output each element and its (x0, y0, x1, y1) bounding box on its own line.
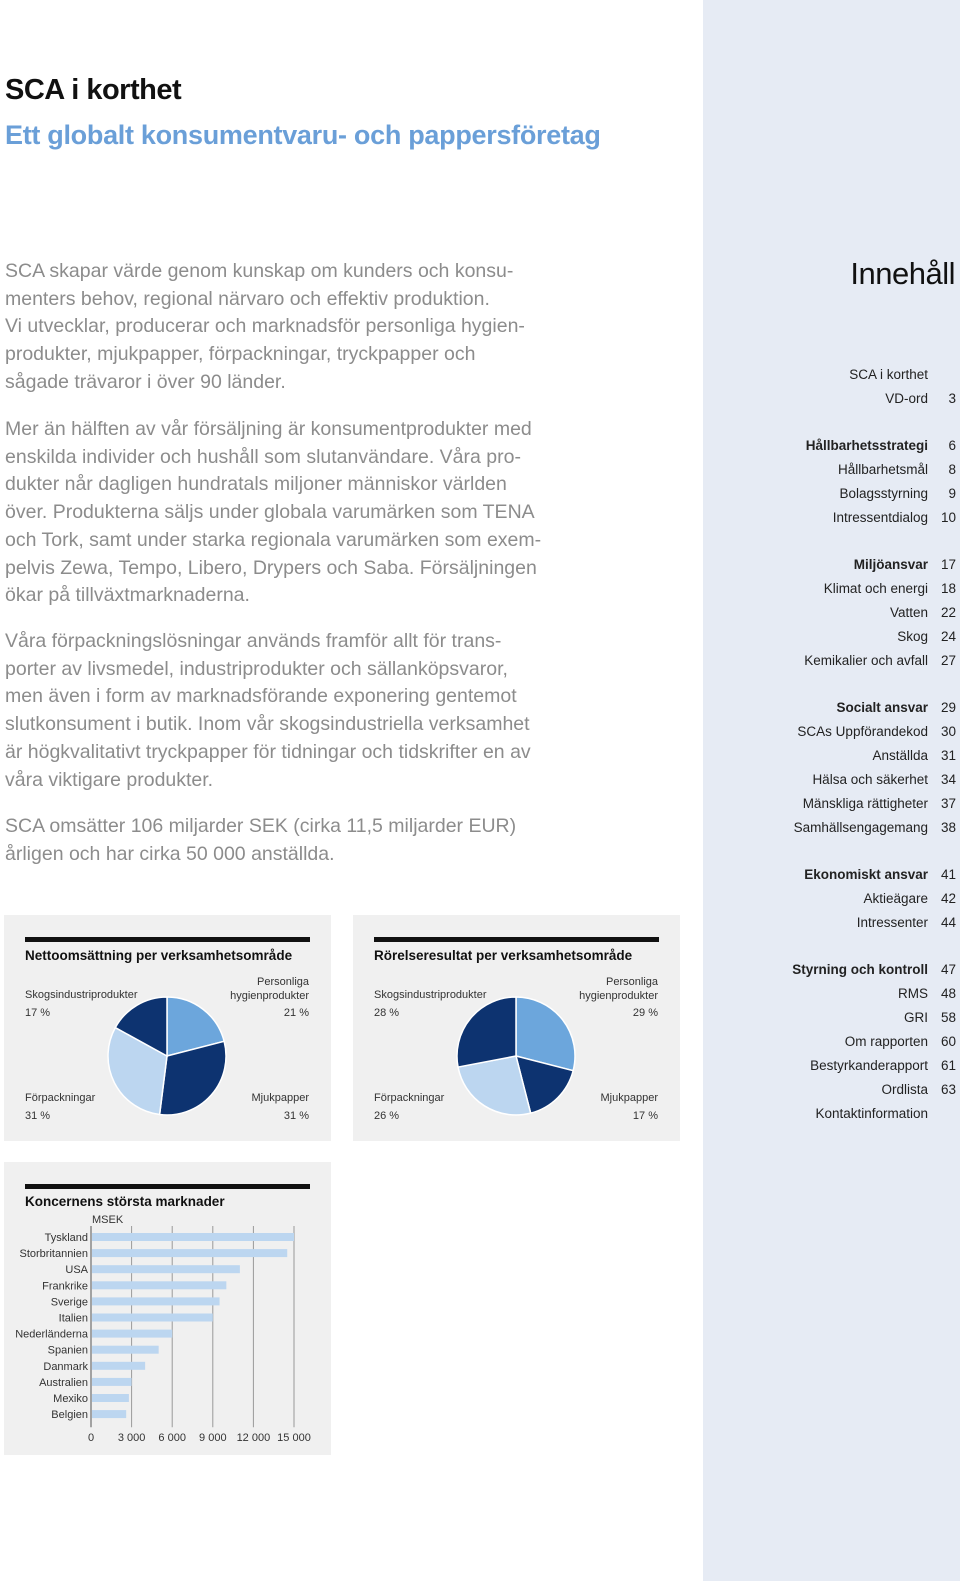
toc-item-label: Ekonomiskt ansvar (804, 866, 928, 882)
chart-title: Koncernens största marknader (25, 1194, 225, 1209)
category-label: Frankrike (42, 1280, 88, 1293)
intro-paragraph-2 (5, 416, 630, 610)
toc-item-label: Bestyrkanderapport (810, 1057, 928, 1073)
intro-paragraph-4 (5, 813, 630, 868)
chart-title: Rörelseresultat per verksamhetsområde (374, 948, 633, 963)
legend-value-tissue: 17 % (632, 1110, 658, 1122)
toc-item-page: 63 (940, 1081, 956, 1097)
toc-item-page: 42 (940, 890, 956, 906)
text-line: ökar på tillväxtmarknaderna. (5, 584, 250, 607)
toc-item[interactable] (708, 767, 956, 791)
toc-item[interactable] (708, 1053, 956, 1077)
text-line: Mer än hälften av vår försäljning är konsumentprodukter med (5, 418, 532, 440)
chart-title: Nettoomsättning per verksamhetsområde (25, 948, 293, 963)
legend-label-tissue: Mjukpapper (251, 1092, 309, 1104)
toc-item-page: 24 (940, 628, 956, 644)
intro-paragraph-3 (5, 628, 630, 794)
toc-item-page: 44 (940, 914, 956, 930)
toc-item-label: Ordlista (881, 1081, 928, 1097)
toc-item-label: SCA i korthet (849, 366, 928, 382)
page-subtitle: Ett globalt konsumentvaru- och pappersföretag (5, 120, 601, 150)
text-line: Vi utvecklar, producerar och marknadsför personliga hygien- (5, 315, 525, 338)
pie-chart-operating-profit (456, 996, 576, 1116)
toc-item-page: 41 (940, 866, 956, 882)
toc-item[interactable] (708, 624, 956, 648)
toc-item-label: Hållbarhetsstrategi (805, 437, 928, 453)
unit-label: MSEK (92, 1214, 124, 1226)
category-label: Spanien (47, 1344, 88, 1357)
toc-item-label: VD-ord (885, 390, 928, 406)
toc-item[interactable] (708, 1005, 956, 1029)
legend-label-packaging: Förpackningar (25, 1092, 96, 1104)
toc-item[interactable] (708, 600, 956, 624)
bar (92, 1410, 126, 1418)
toc-item-page: 38 (940, 819, 956, 835)
text-line: årligen och har cirka 50 000 anställda. (5, 842, 335, 865)
toc-item-page: 47 (940, 961, 956, 977)
category-label: Danmark (43, 1360, 88, 1373)
legend-value-hygiene: 29 % (632, 1007, 658, 1019)
legend-value-hygiene: 21 % (283, 1007, 309, 1019)
text-line: är högkvalitativt tryckpapper för tidningar och tidskrifter en av (5, 740, 531, 763)
toc-item-page: 17 (940, 556, 956, 572)
x-tick-label: 0 (87, 1432, 95, 1445)
toc-title: Innehåll (850, 256, 955, 291)
bar (92, 1378, 132, 1386)
toc-item-label: Aktieägare (863, 890, 928, 906)
toc-item-page: 22 (940, 604, 956, 620)
toc-item[interactable] (708, 457, 956, 481)
toc-item[interactable] (708, 815, 956, 839)
bar (92, 1249, 287, 1257)
legend-label-packaging: Förpackningar (374, 1092, 445, 1104)
toc-item[interactable] (708, 862, 956, 886)
text-line: produkter, mjukpapper, förpackningar, tryckpapper och (5, 343, 476, 366)
toc-item[interactable] (708, 957, 956, 981)
toc-item-label: Om rapporten (844, 1033, 928, 1049)
text-line: men även i form av marknadsförande exponering gentemot (5, 685, 517, 708)
toc-item-label: Vatten (889, 604, 928, 620)
category-label: Italien (58, 1312, 88, 1325)
x-tick-label: 6 000 (158, 1432, 186, 1445)
bar (92, 1362, 145, 1370)
toc-item-page: 18 (940, 580, 956, 596)
toc-item-page: 29 (940, 699, 956, 715)
toc-item[interactable] (708, 791, 956, 815)
x-tick-label: 15 000 (277, 1432, 311, 1445)
category-label: Sverige (50, 1296, 88, 1309)
toc-item[interactable] (708, 1101, 956, 1125)
toc-item-label: Samhällsengagemang (793, 819, 928, 835)
toc-item-label: Intressentdialog (832, 509, 928, 525)
text-line: Våra förpackningslösningar används framför allt för trans- (5, 630, 502, 652)
bar (92, 1265, 240, 1273)
toc-item[interactable] (708, 362, 956, 386)
pie-slice-3 (457, 997, 516, 1067)
toc-item[interactable] (708, 386, 956, 410)
legend-label-forest: Skogsindustriprodukter (374, 989, 487, 1001)
text-line: menters behov, regional närvaro och effektiv produktion. (5, 287, 490, 310)
toc-item[interactable] (708, 576, 956, 600)
toc-item-page: 48 (940, 985, 956, 1001)
toc-group-gap (708, 839, 956, 862)
intro-paragraph-1 (5, 258, 630, 397)
toc-item[interactable] (708, 433, 956, 457)
toc-item[interactable] (708, 910, 956, 934)
toc-item-page: 58 (940, 1009, 956, 1025)
legend-value-packaging: 26 % (374, 1110, 400, 1122)
toc-item[interactable] (708, 981, 956, 1005)
toc-item-page: 37 (940, 795, 956, 811)
bar (92, 1330, 172, 1338)
legend-label-hygiene: Personliga hygienprodukter (230, 976, 309, 1002)
pie-panel-revenue (4, 915, 331, 1141)
toc-item-page: 6 (948, 437, 956, 453)
x-tick-label: 9 000 (199, 1432, 227, 1445)
toc-item-page: 34 (940, 771, 956, 787)
category-label: Storbritannien (19, 1248, 88, 1261)
toc-item[interactable] (708, 695, 956, 719)
legend-label-forest: Skogsindustriprodukter (25, 989, 138, 1001)
bar (92, 1346, 159, 1354)
text-line: pelvis Zewa, Tempo, Libero, Drypers och Saba. Försäljningen (5, 556, 537, 579)
pie-chart-revenue (107, 996, 227, 1116)
text-line: våra viktigare produkter. (5, 768, 214, 791)
toc-item-page: 31 (940, 747, 956, 763)
pie-panel-operating-profit (353, 915, 680, 1141)
toc-item-label: Bolagsstyrning (839, 485, 928, 501)
table-of-contents (708, 362, 956, 1125)
toc-item-page: 8 (948, 461, 956, 477)
toc-item-page: 27 (940, 652, 956, 668)
bar (92, 1314, 213, 1322)
text-line: sågade trävaror i över 90 länder. (5, 370, 286, 393)
toc-item-label: Hälsa och säkerhet (812, 771, 928, 787)
toc-item[interactable] (708, 1029, 956, 1053)
bar (92, 1233, 294, 1241)
toc-item-label: Anställda (872, 747, 928, 763)
toc-item[interactable] (708, 552, 956, 576)
toc-group-gap (708, 529, 956, 552)
toc-item-label: Styrning och kontroll (792, 961, 928, 977)
x-tick-label: 12 000 (236, 1432, 271, 1445)
category-label: Nederländerna (15, 1328, 88, 1341)
toc-item-label: RMS (898, 985, 928, 1001)
toc-group-gap (708, 672, 956, 695)
toc-item[interactable] (708, 505, 956, 529)
bar-chart-markets (4, 1162, 331, 1455)
bar-panel-markets (4, 1162, 331, 1455)
toc-item-label: Skog (897, 628, 928, 644)
category-label: Mexiko (53, 1393, 88, 1405)
toc-item[interactable] (708, 481, 956, 505)
category-label: USA (65, 1264, 88, 1277)
toc-item-label: Socialt ansvar (836, 699, 928, 715)
text-line: över. Produkterna säljs under globala varumärken som TENA (5, 501, 535, 524)
panel-rule (25, 937, 310, 942)
legend-value-forest: 17 % (25, 1007, 51, 1019)
toc-item[interactable] (708, 886, 956, 910)
toc-item[interactable] (708, 743, 956, 767)
toc-item-label: Klimat och energi (823, 580, 928, 596)
legend-value-packaging: 31 % (25, 1110, 51, 1122)
toc-item-label: Kemikalier och avfall (804, 652, 928, 668)
toc-item-label: Intressenter (856, 914, 928, 930)
toc-item[interactable] (708, 719, 956, 743)
category-label: Australien (39, 1376, 88, 1389)
toc-item[interactable] (708, 1077, 956, 1101)
text-line: SCA omsätter 106 miljarder SEK (cirka 11,5 miljarder EUR) (5, 815, 517, 837)
legend-value-forest: 28 % (374, 1007, 400, 1019)
toc-item[interactable] (708, 648, 956, 672)
bar (92, 1297, 220, 1305)
legend-label-hygiene: Personliga hygienprodukter (579, 976, 658, 1002)
text-line: slutkonsument i butik. Inom vår skogsindustriella verksamhet (5, 713, 530, 736)
toc-item-label: Hållbarhetsmål (837, 461, 928, 477)
legend-label-tissue: Mjukpapper (600, 1092, 658, 1104)
legend-value-tissue: 31 % (283, 1110, 309, 1122)
category-label: Tyskland (44, 1232, 88, 1244)
toc-group-gap (708, 410, 956, 433)
toc-item-page: 61 (940, 1057, 956, 1073)
toc-item-page: 9 (948, 485, 956, 501)
text-line: och Tork, samt under starka regionala varumärken som exem- (5, 528, 542, 551)
toc-item-page: 60 (940, 1033, 956, 1049)
text-line: SCA skapar värde genom kunskap om kunders och konsu- (5, 260, 514, 282)
bar (92, 1281, 226, 1289)
toc-item-page: 30 (940, 723, 956, 739)
x-tick-label: 3 000 (117, 1432, 146, 1445)
toc-group-gap (708, 934, 956, 957)
toc-item-label: Mänskliga rättigheter (802, 795, 928, 811)
toc-item-page: 10 (940, 509, 956, 525)
toc-item-label: Miljöansvar (853, 556, 928, 572)
panel-rule (374, 937, 659, 942)
category-label: Belgien (51, 1409, 88, 1422)
text-line: enskilda individer och hushåll som slutanvändare. Våra pro- (5, 445, 521, 468)
toc-item-label: SCAs Uppförandekod (797, 723, 928, 739)
page-title: SCA i korthet (5, 74, 182, 106)
bar (92, 1394, 129, 1402)
toc-item-label: Kontaktinformation (815, 1105, 928, 1121)
toc-item-label: GRI (903, 1009, 928, 1025)
toc-item-page: 3 (948, 390, 956, 406)
text-line: porter av livsmedel, industriprodukter och sällanköpsvaror, (5, 657, 508, 680)
text-line: dukter når dagligen hundratals miljoner människor världen (5, 473, 507, 496)
